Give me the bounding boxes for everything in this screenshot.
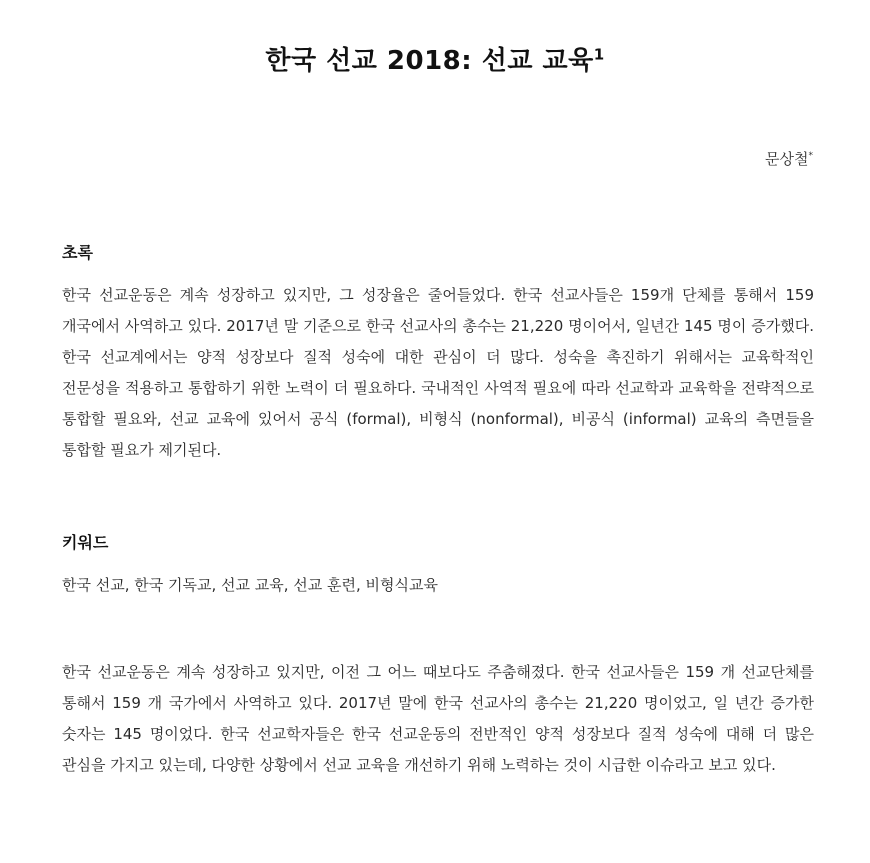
keywords-heading: 키워드 <box>62 533 109 552</box>
author <box>765 148 813 169</box>
author-name: 문상철 <box>765 150 809 168</box>
title-text: 한국 선교 2018: 선교 교육 <box>265 46 594 76</box>
author-footnote-marker[interactable]: * <box>808 151 813 161</box>
paper-title <box>0 40 870 77</box>
abstract-heading: 초록 <box>62 243 93 262</box>
body-paragraph: 한국 선교운동은 계속 성장하고 있지만, 이전 그 어느 때보다도 주춤해졌다. 한국 선교사들은 159 개 선교단체를 통해서 159 개 국가에서 사역하고 있다. 2017년 말에 한국 선교사의 총수는 21,220 명이었고, 일 년간 증가한 숫자는 145 명이었다. 한국 선교학자들은 한국 선교운동의 전반적인 양적 성장보다 질적 성숙에 대해 더 많은 관심을 가지고 있는데, 다양한 상황에서 선교 교육을 개선하기 위해 노력하는 것이 시급한 이슈라고 보고 있다. <box>62 663 814 774</box>
abstract-text: 한국 선교운동은 계속 성장하고 있지만, 그 성장율은 줄어들었다. 한국 선교사들은 159개 단체를 통해서 159 개국에서 사역하고 있다. 2017년 말 기준으로 한국 선교사의 총수는 21,220 명이어서, 일년간 145 명이 증가했다. 한국 선교계에서는 양적 성장보다 질적 성숙에 대한 관심이 더 많다. 성숙을 촉진하기 위해서는 교육학적인 전문성을 적용하고 통합하기 위한 노력이 더 필요하다. 국내적인 사역적 필요에 따라 선교학과 교육학을 전략적으로 통합할 필요와, 선교 교육에 있어서 공식 (formal), 비형식 (nonformal), 비공식 (informal) 교육의 측면들을 통합할 필요가 제기된다. <box>62 286 814 459</box>
keywords-text: 한국 선교, 한국 기독교, 선교 교육, 선교 훈련, 비형식교육 <box>62 576 438 594</box>
title-footnote-marker[interactable]: 1 <box>593 45 605 64</box>
